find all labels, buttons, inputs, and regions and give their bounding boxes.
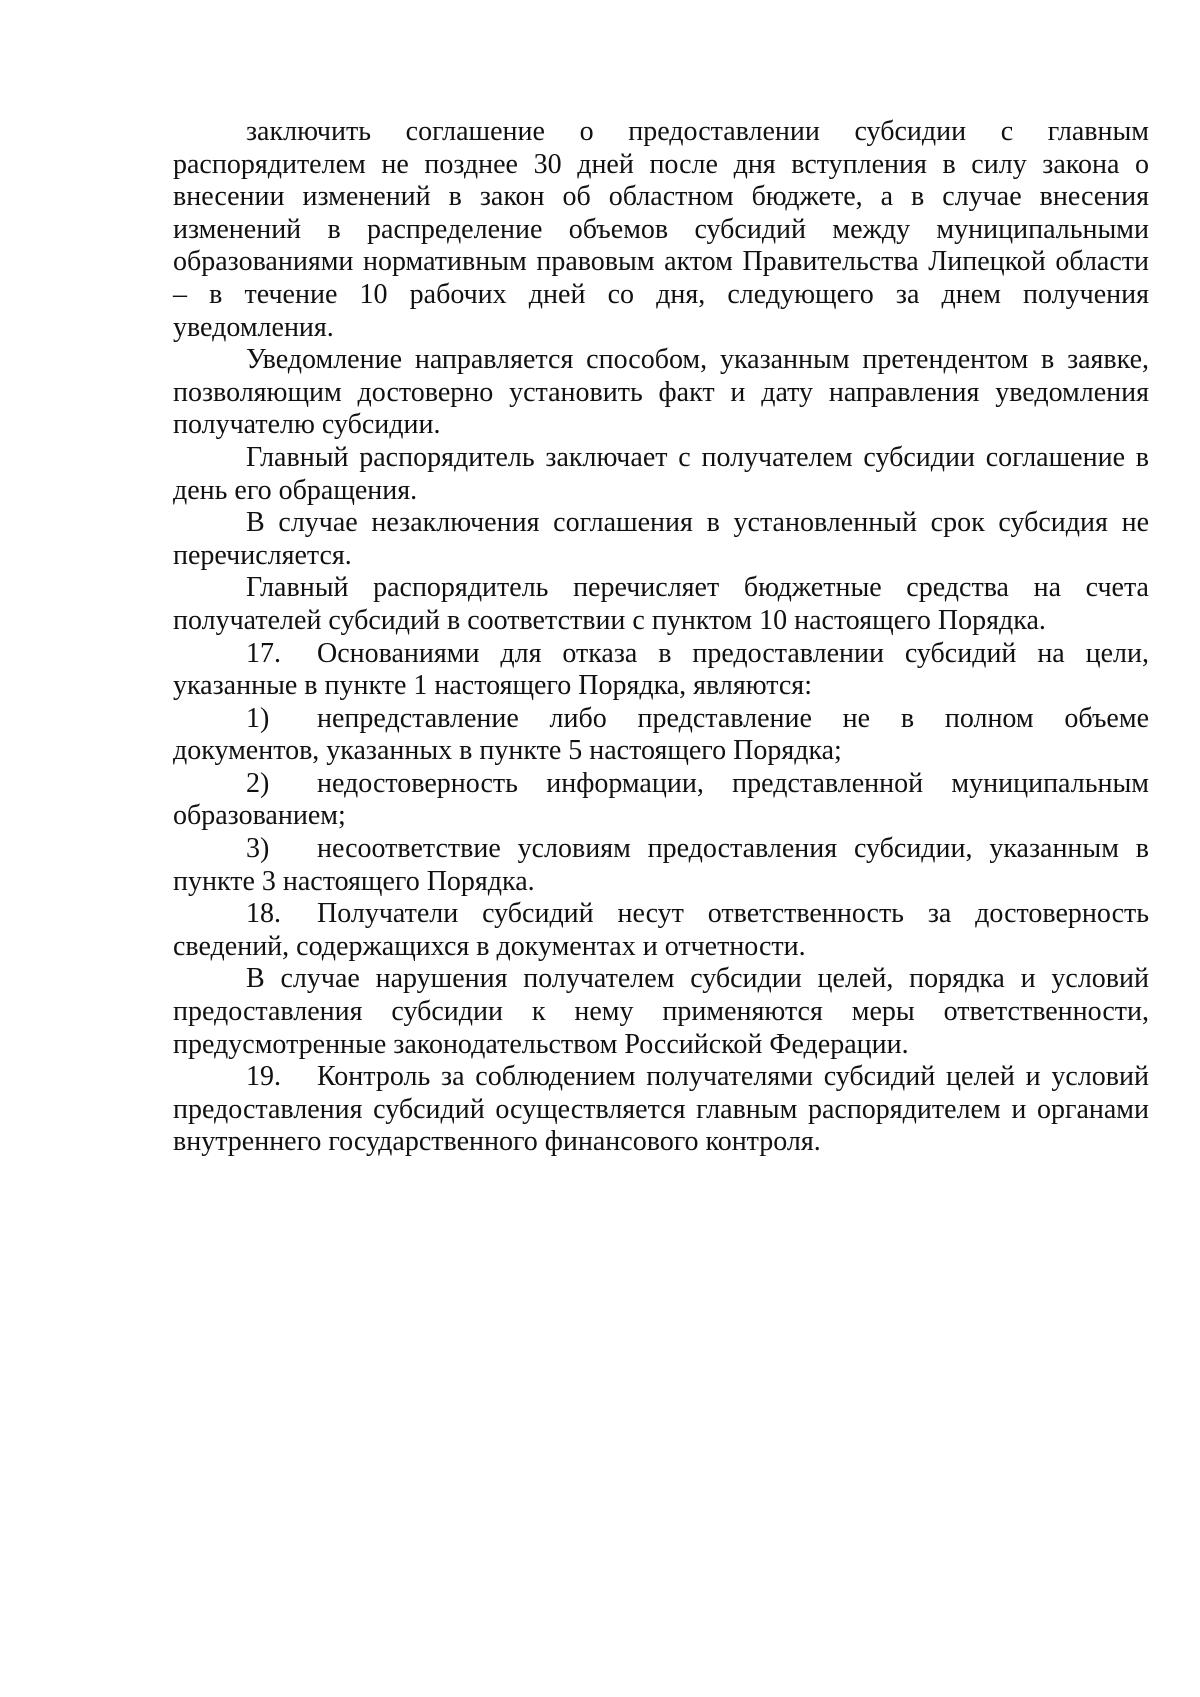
numbered-paragraph xyxy=(173,898,1149,963)
paragraph: Уведомление направляется способом, указанным претендентом в заявке, позволяющим достоверно установить факт и дату направления уведомления получателю субсидии. xyxy=(173,344,1149,441)
paragraph: В случае нарушения получателем субсидии целей, порядка и условий предоставления субсидии к нему применяются меры ответственности, предусмотренные законодательством Российской Федерации. xyxy=(173,963,1149,1060)
document-body xyxy=(173,116,1149,1159)
numbered-paragraph xyxy=(173,703,1149,768)
item-number: 2) xyxy=(246,767,270,799)
item-number: 1) xyxy=(246,702,270,734)
item-text: Контроль за соблюдением получателями субсидий целей и условий предоставления субсидий осуществляется главным распорядителем и органами внутреннего государственного финансового контроля. xyxy=(173,1061,1149,1158)
item-text: Основаниями для отказа в предоставлении субсидий на цели, указанные в пункте 1 настоящего Порядка, являются: xyxy=(173,637,1149,702)
item-number: 3) xyxy=(246,833,270,865)
item-number: 18. xyxy=(246,898,281,930)
item-text: недостоверность информации, представленной муниципальным образованием; xyxy=(173,767,1149,832)
item-text: непредставление либо представление не в полном объеме документов, указанных в пункте 5 настоящего Порядка; xyxy=(173,702,1149,767)
item-text: Получатели субсидий несут ответственность за достоверность сведений, содержащихся в документах и отчетности. xyxy=(173,898,1149,962)
paragraph: заключить соглашение о предоставлении субсидии с главным распорядителем не позднее 30 дней после дня вступления в силу закона о внесении изменений в закон об областном бюджете, а в случае внесения изменений в распределение объемов субсидий между муниципальными образованиями нормативным правовым актом Правительства Липецкой области – в течение 10 рабочих дней со дня, следующего за днем получения уведомления. xyxy=(173,116,1149,343)
numbered-paragraph xyxy=(173,1061,1149,1159)
numbered-paragraph xyxy=(173,638,1149,703)
item-text: несоответствие условиям предоставления субсидии, указанным в пункте 3 настоящего Порядка. xyxy=(173,833,1149,897)
numbered-paragraph xyxy=(173,833,1149,898)
numbered-paragraph xyxy=(173,768,1149,833)
item-number: 19. xyxy=(246,1061,281,1093)
paragraph: Главный распорядитель заключает с получателем субсидии соглашение в день его обращения. xyxy=(173,441,1149,506)
paragraph: Главный распорядитель перечисляет бюджетные средства на счета получателей субсидий в соответствии с пунктом 10 настоящего Порядка. xyxy=(173,572,1149,636)
paragraph: В случае незаключения соглашения в установленный срок субсидия не перечисляется. xyxy=(173,507,1149,571)
item-number: 17. xyxy=(246,637,281,669)
